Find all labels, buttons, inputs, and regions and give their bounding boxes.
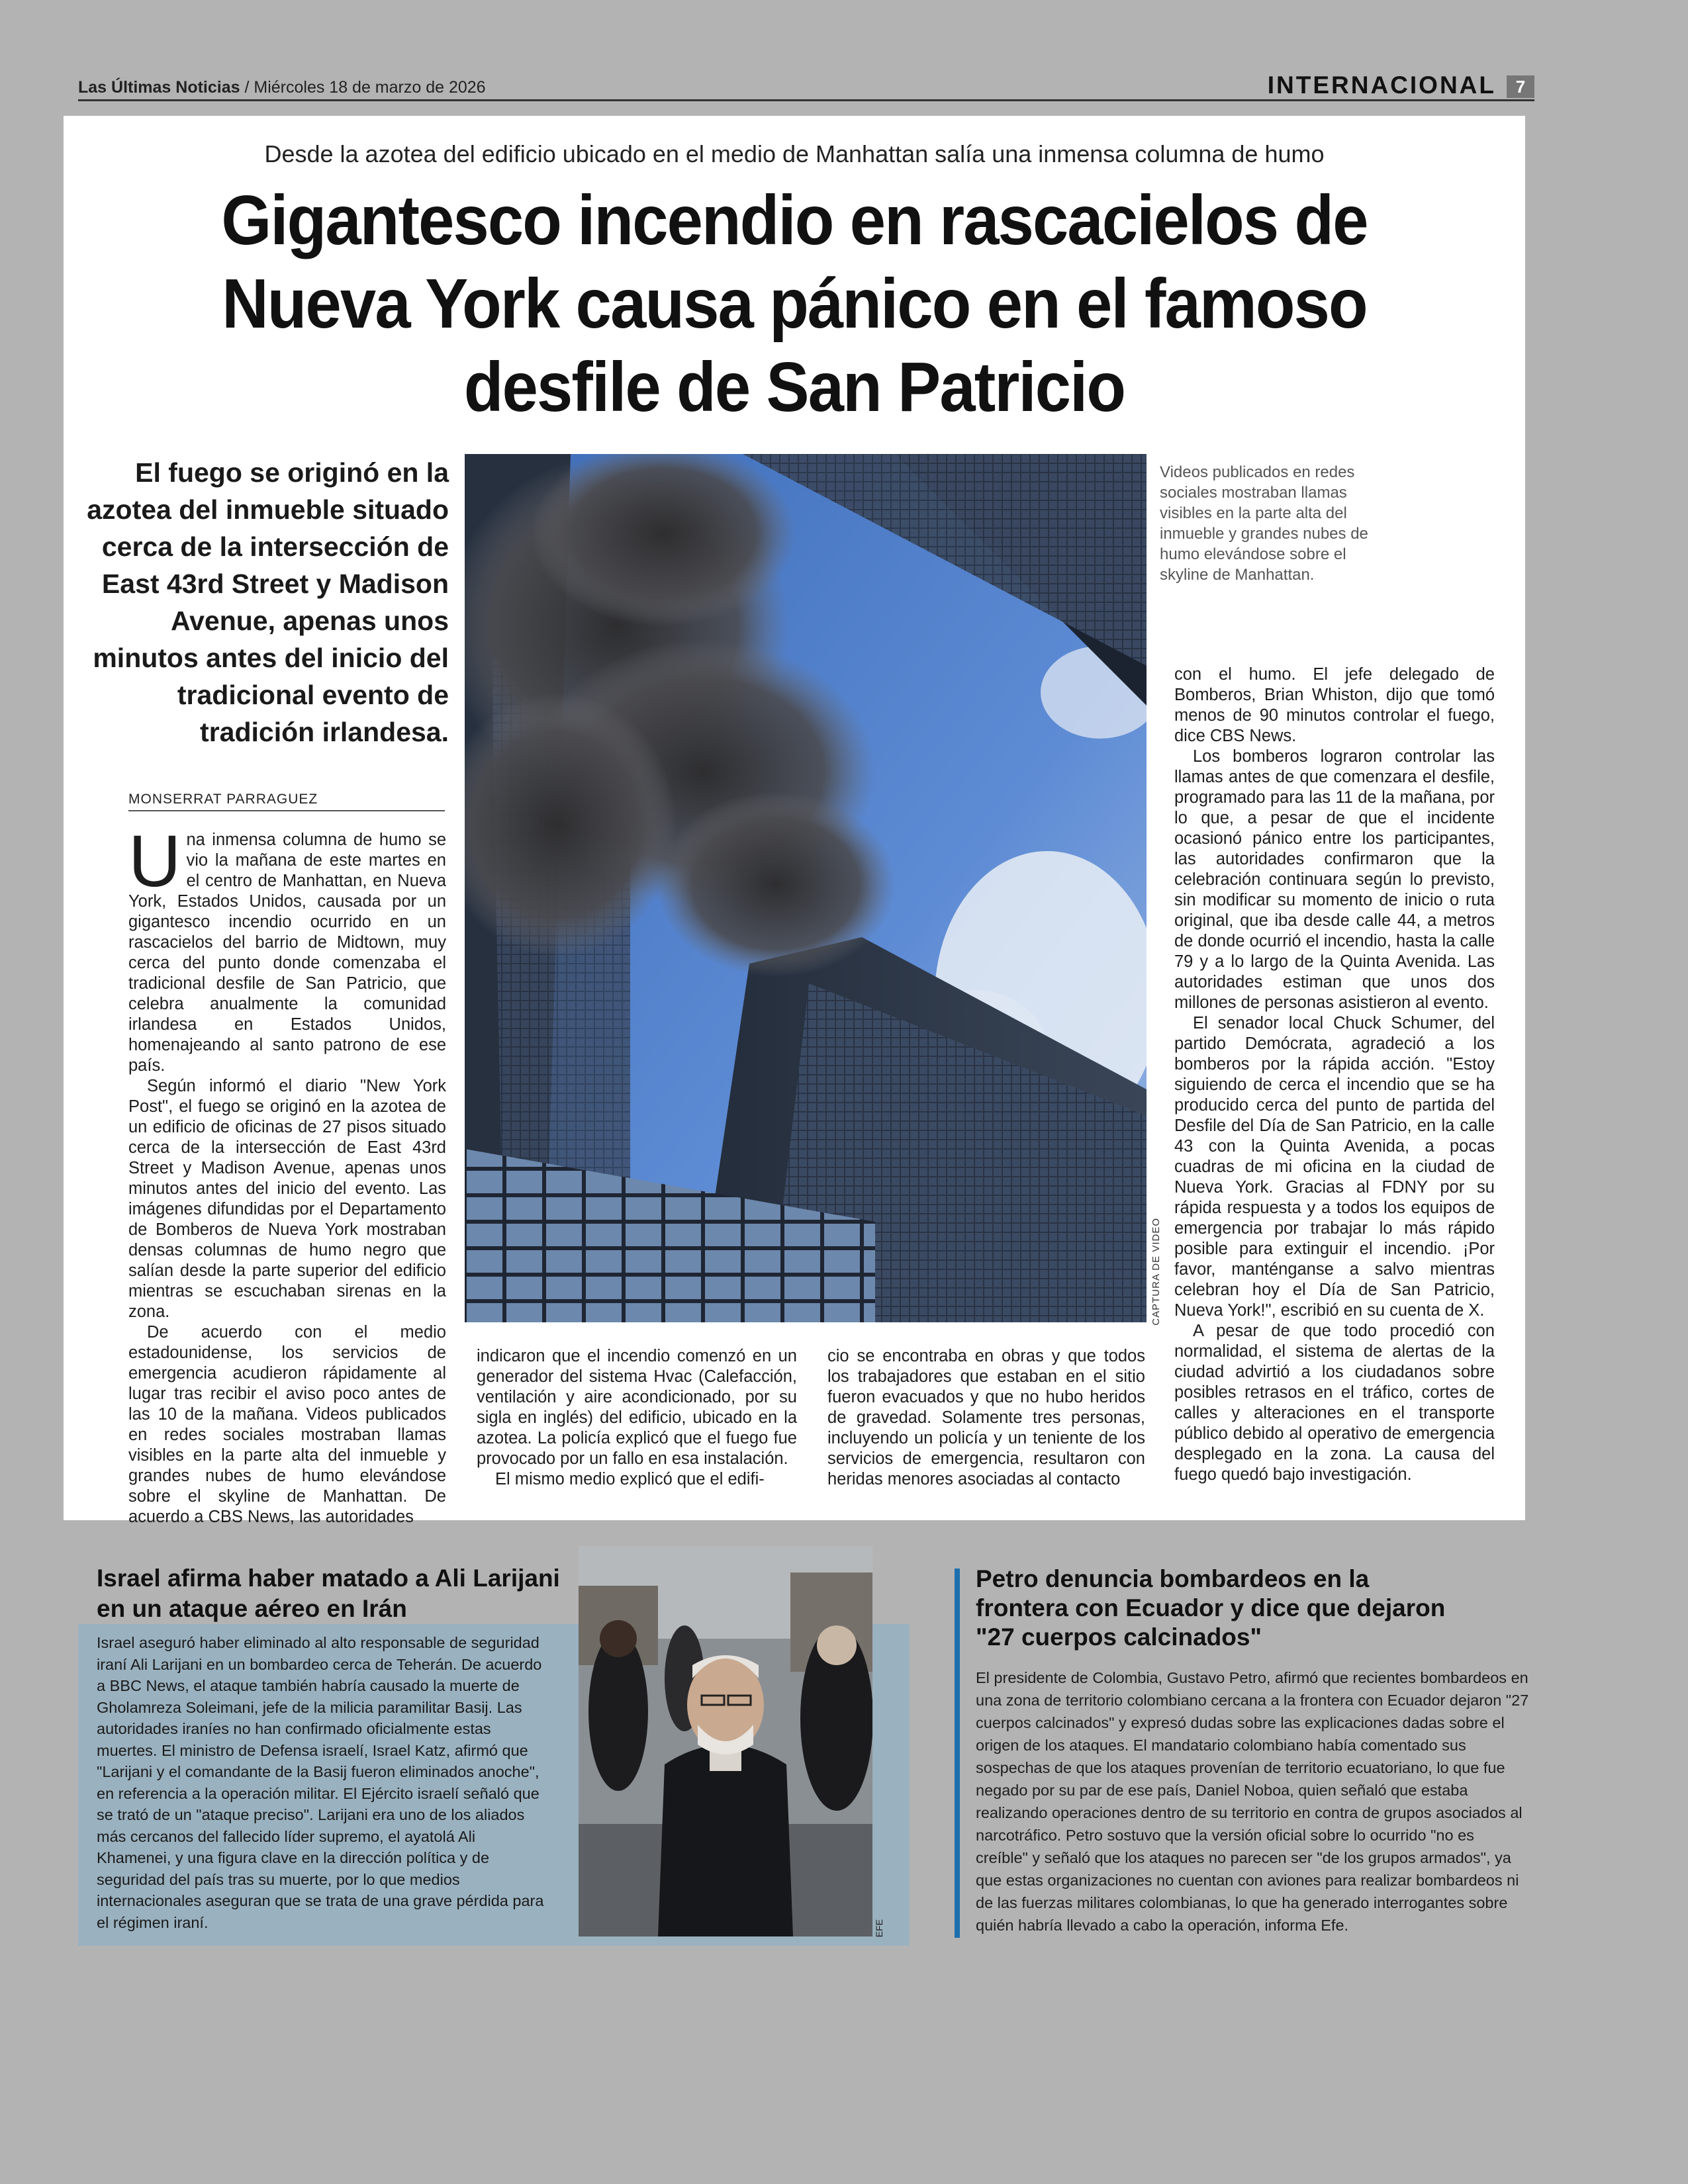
photo-caption: Videos publicados en redes sociales mostraban llamas visibles en la parte alta del inmueble y grandes nubes de humo elevándose sobre el skyline de Manhattan. — [1160, 463, 1368, 584]
paragraph: indicaron que el incendio comenzó en un generador del sistema Hvac (Calefacción, ventilación y aire acondicionado, por su sigla en inglés) del edificio, ubicado en la azotea. La policía explicó que el fuego fue provocado por un fallo en esa instalación. — [477, 1347, 797, 1468]
petro-body: El presidente de Colombia, Gustavo Petro, afirmó que recientes bombardeos en una zona de territorio colombiano cercana a la frontera con Ecuador dejaron "27 cuerpos calcinados" y expresó dudas sobre las explicaciones dadas sobre el origen de los ataques. El mandatario colombiano había comentado sus sospechas de que los ataques provenían de territorio ecuatoriano, lo que fue negado por su par de ese país, Daniel Noboa, quien señaló que estaba realizando operaciones dentro de su territorio en contra de grupos asociados al narcotráfico. Petro sostuvo que la versión oficial sobre lo ocurrido "no es creíble" y señaló que los ataques no parecen ser "de los grupos armados", ya que estas organizaciones no cuentan con aviones para realizar bombardeos ni de las fuerzas militares colombianas, lo que ha generado interrogantes sobre quién habría llevado a cabo la operación, informa Efe. — [976, 1669, 1529, 1934]
page-number: 7 — [1507, 75, 1534, 98]
article-kicker: Desde la azotea del edificio ubicado en el medio de Manhattan salía una inmensa columna de humo — [264, 140, 1325, 167]
skyscraper-smoke-image — [465, 454, 1147, 1322]
petro-headline: Petro denuncia bombardeos en la frontera con Ecuador y dice que dejaron "27 cuerpos calcinados" — [976, 1565, 1446, 1651]
article-deck: El fuego se originó en la azotea del inmueble situado cerca de la intersección de East 43rd Street y Madison Avenue, apenas unos minutos antes del inicio del tradicional evento de tradición irlandesa. — [87, 457, 449, 747]
paragraph: Según informó el diario "New York Post", el fuego se originó en la azotea de un edificio de oficinas de 27 pisos situado cerca de la intersección de East 43rd Street y Madison Avenue, apenas unos minutos antes del inicio del evento. Las imágenes difundidas por el Departamento de Bomberos de Nueva York mostraban densas columnas de humo negro que salían desde la parte superior del edificio mientras se escuchaban sirenas en la zona. — [128, 1077, 446, 1321]
crowd-image — [579, 1546, 872, 1936]
newspaper-name: Las Últimas Noticias — [78, 78, 240, 97]
drop-cap: U — [128, 821, 181, 902]
issue-date: / Miércoles 18 de marzo de 2026 — [244, 78, 486, 97]
paragraph: con el humo. El jefe delegado de Bomberos, Brian Whiston, dijo que tomó menos de 90 minutos controlar el fuego, dice CBS News. — [1174, 665, 1495, 745]
article-column-4 — [1174, 664, 1495, 1485]
larijani-photo — [579, 1546, 872, 1936]
israel-photo-credit: EFE — [874, 1919, 884, 1938]
paragraph: A pesar de que todo procedió con normalidad, el sistema de alertas de la ciudad advirtió a los ciudadanos sobre posibles retrasos en el tráfico, cortes de calles y alteraciones en el transporte público debido al operativo de emergencia desplegado en la zona. La causa del fuego quedó bajo investigación. — [1174, 1322, 1495, 1484]
israel-body: Israel aseguró haber eliminado al alto responsable de seguridad iraní Ali Larijani en un bombardeo cerca de Teherán. De acuerdo a BBC News, el ataque también habría causado la muerte de Gholamreza Soleimani, jefe de la milicia paramilitar Basij. Las autoridades iraníes no han confirmado oficialmente estas muertes. El ministro de Defensa israelí, Israel Katz, afirmó que "Larijani y el comandante de la Basij fueron eliminados anoche", en referencia a la operación militar. El Ejército israelí señaló que se trató de un "ataque preciso". Larijani era uno de los aliados más cercanos del fallecido líder supremo, el ayatolá Ali Khamenei, y una figura clave en la dirección política y de seguridad del país tras su muerte, por lo que medios internacionales aseguran que se trata de una grave pérdida para el régimen iraní. — [97, 1634, 544, 1931]
newspaper-masthead — [78, 78, 486, 97]
fire-skyscraper-photo — [465, 454, 1147, 1322]
section-title: INTERNACIONAL — [1267, 71, 1496, 99]
article-column-3 — [827, 1346, 1145, 1490]
paragraph: El mismo medio explicó que el edifi- — [495, 1470, 765, 1488]
article-byline: MONSERRAT PARRAGUEZ — [128, 792, 445, 811]
article-column-2 — [477, 1346, 797, 1490]
header-rule — [78, 99, 1534, 101]
petro-accent-bar — [955, 1569, 960, 1938]
paragraph: De acuerdo con el medio estadounidense, los servicios de emergencia acudieron rápidamente al lugar tras recibir el aviso poco antes de las 10 de la mañana. Videos publicados en redes sociales mostraban llamas visibles en la parte alta del inmueble y grandes nubes de humo elevándose sobre el skyline de Manhattan. De acuerdo a CBS News, las autoridades — [128, 1323, 446, 1526]
article-column-1 — [128, 821, 446, 1527]
paragraph: Los bomberos lograron controlar las llamas antes de que comenzara el desfile, programado para las 11 de la mañana, por lo que, a pesar de que el incidente ocasionó pánico entre los participantes, las autoridades confirmaron que la celebración continuara según lo previsto, sin modificar su momento de inicio o ruta original, que iba desde calle 44, a metros de donde ocurrió el incendio, hasta la calle 79 y a lo largo de la Quinta Avenida. Las autoridades estiman que unos dos millones de personas asistieron al evento. — [1174, 747, 1495, 1012]
photo-credit: CAPTURA DE VIDEO — [1150, 1218, 1162, 1326]
paragraph — [128, 821, 446, 1076]
paragraph-text: na inmensa columna de humo se vio la mañana de este martes en el centro de Manhattan, en Nueva York, Estados Unidos, causada por un gigantesco incendio ocurrido en un rascacielos del barrio de Midtown, muy cerca del punto donde comenzaba el tradicional desfile de San Patricio, que celebra anualmente la comunidad irlandesa en Estados Unidos, homenajeando al santo patrono de ese país. — [128, 831, 446, 1075]
paragraph: El senador local Chuck Schumer, del partido Demócrata, agradeció a los bomberos por la rápida acción. "Estoy siguiendo de cerca el incendio que se ha producido cerca del punto de partida del Desfile del Día de San Patricio, en la calle 43 con la Quinta Avenida, a pocas cuadras de mi oficina en la ciudad de Nueva York. Gracias al FDNY por su rápida respuesta y a todos los equipos de emergencia por trabajar lo más rápido posible para extinguir el incendio. ¡Por favor, manténganse a salvo mientras celebran hoy el Día de San Patricio, Nueva York!", escribió en su cuenta de X. — [1174, 1014, 1495, 1320]
article-headline: Gigantesco incendio en rascacielos de Nueva York causa pánico en el famoso desfile de San Patricio — [221, 181, 1368, 426]
paragraph: cio se encontraba en obras y que todos los trabajadores que estaban en el sitio fueron evacuados y que no hubo heridos de gravedad. Solamente tres personas, incluyendo un policía y un teniente de los servicios de emergencia, resultaron con heridas menores asociadas al contacto — [827, 1347, 1145, 1488]
israel-headline: Israel afirma haber matado a Ali Larijani en un ataque aéreo en Irán — [97, 1565, 560, 1622]
